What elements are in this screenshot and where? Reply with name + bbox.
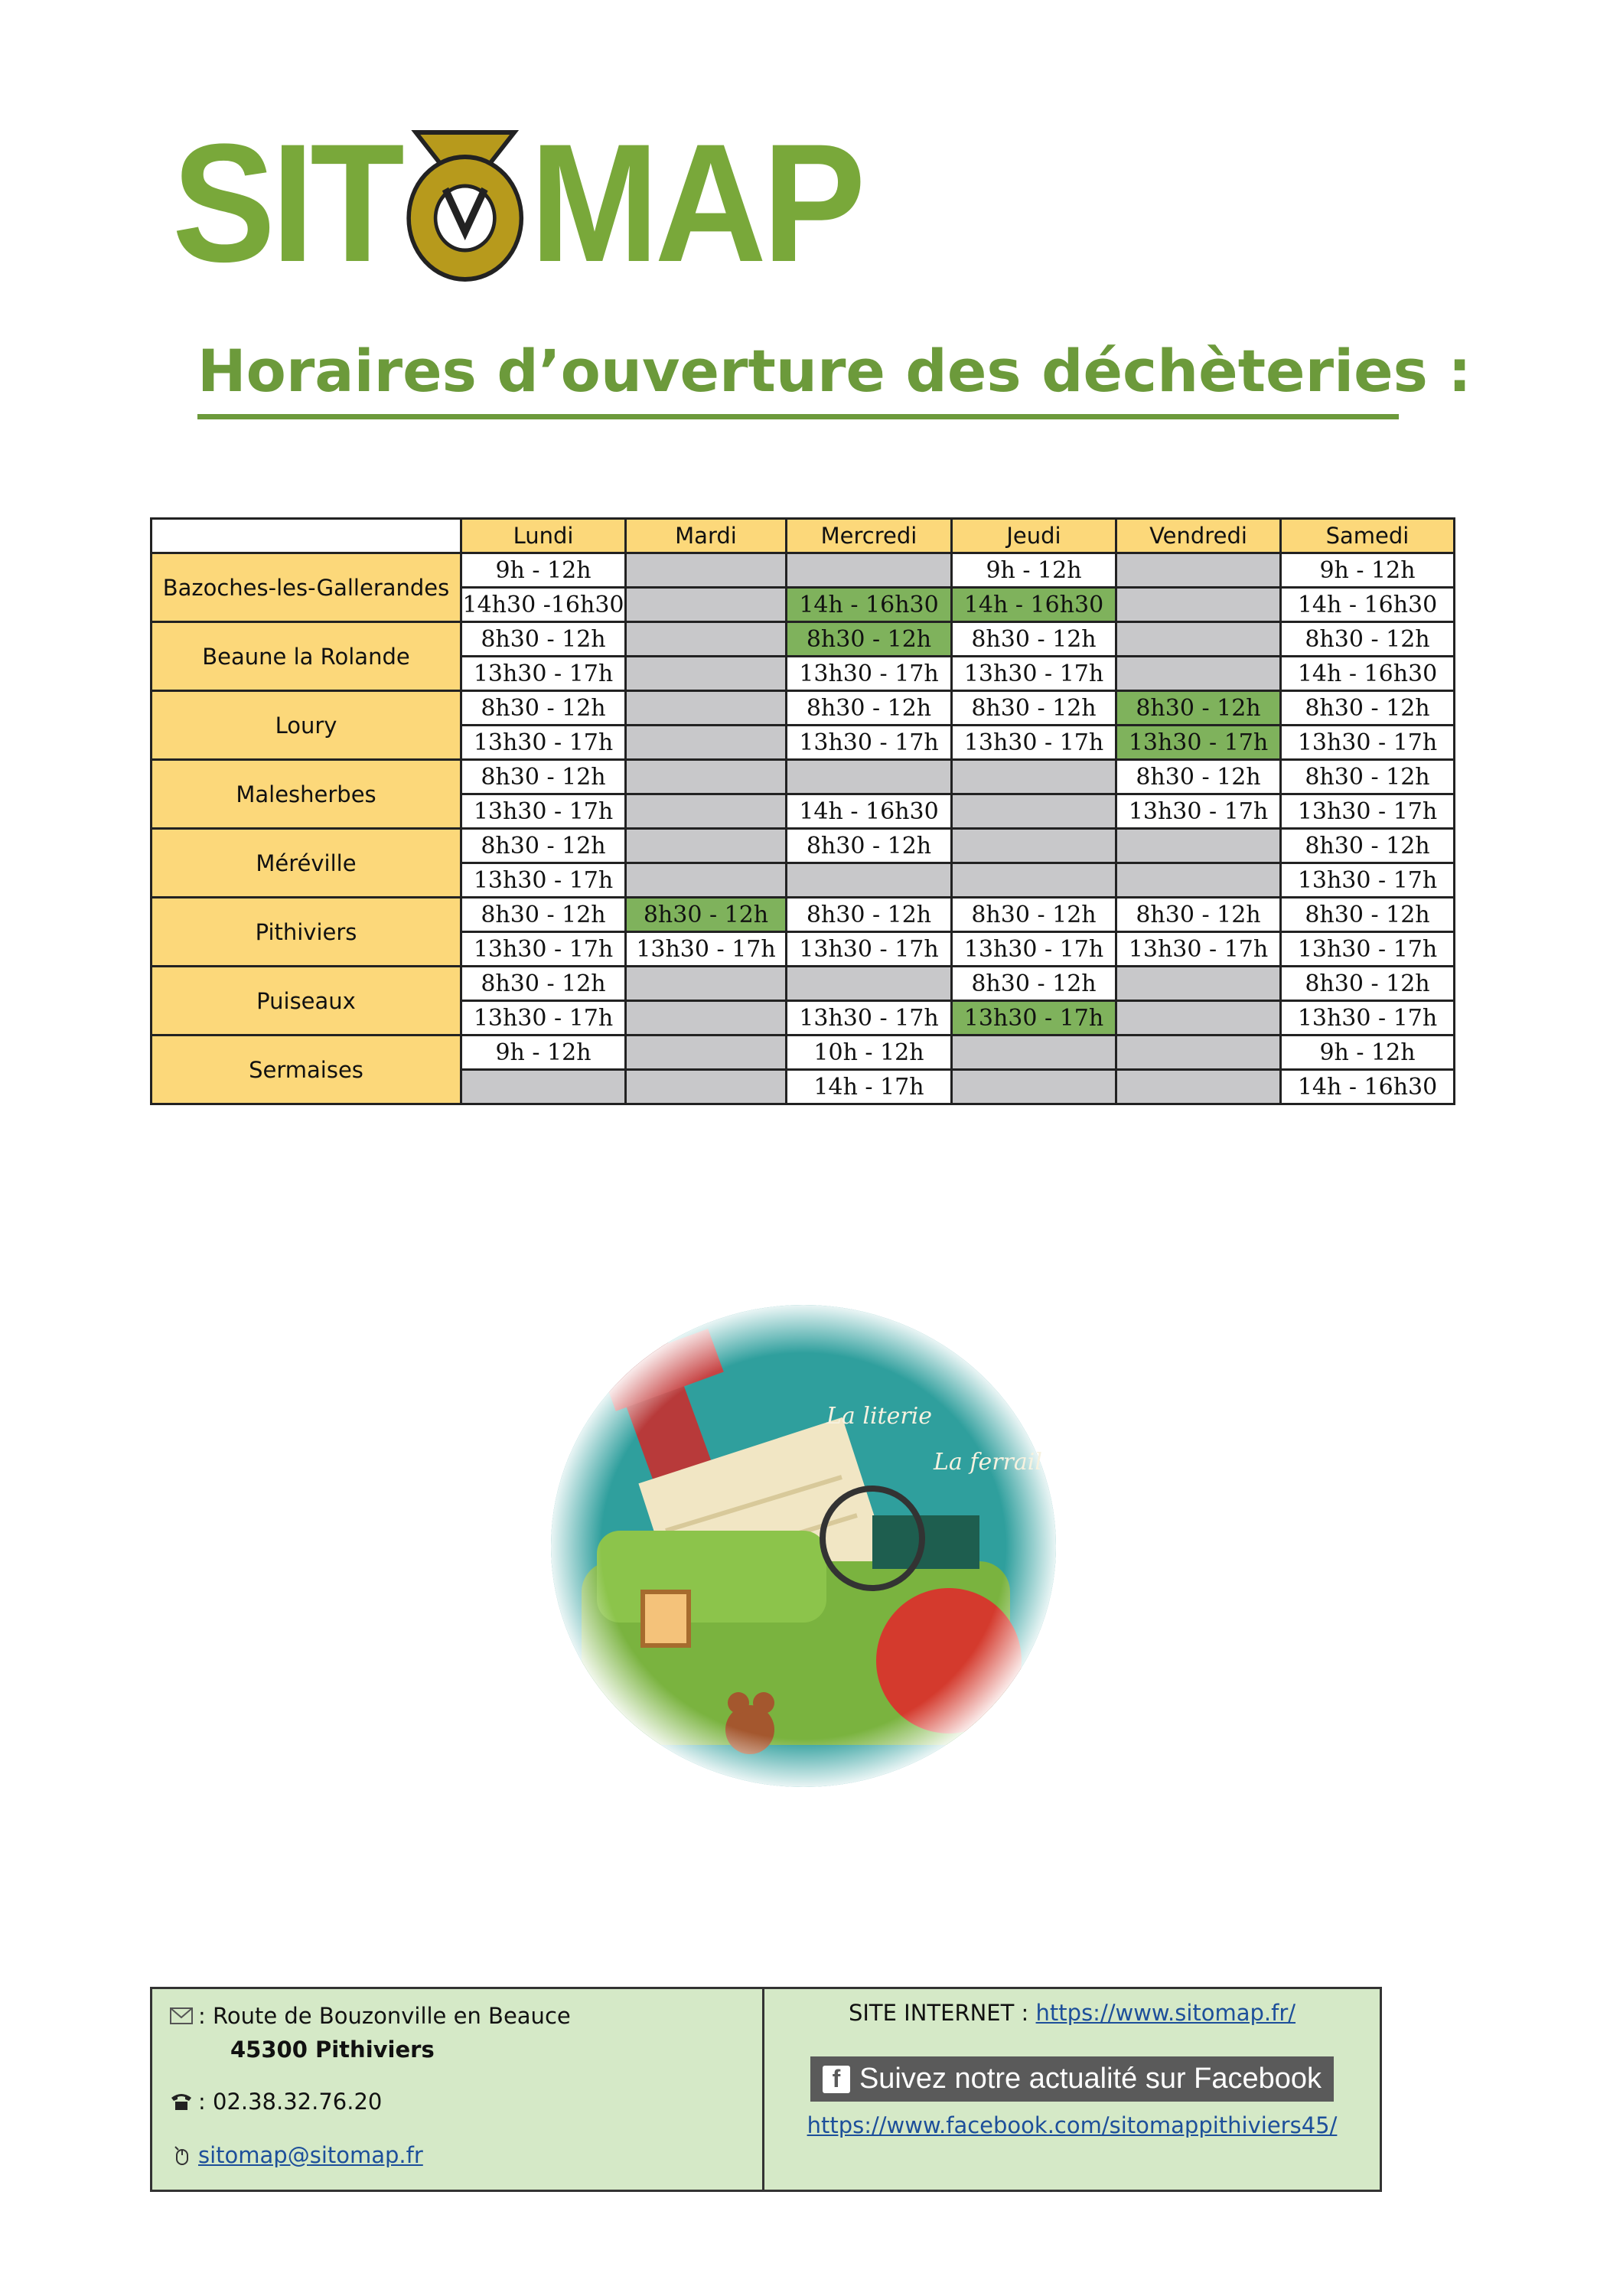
hours-cell: 8h30 - 12h	[461, 967, 626, 1001]
closed-cell	[952, 760, 1116, 794]
hours-cell: 13h30 - 17h	[952, 657, 1116, 691]
closed-cell	[626, 588, 787, 622]
closed-cell	[626, 726, 787, 760]
site-label: SITE INTERNET :	[848, 2000, 1036, 2026]
hours-cell: 13h30 - 17h	[952, 726, 1116, 760]
closed-cell	[952, 1070, 1116, 1104]
closed-cell	[1116, 622, 1281, 657]
table-row	[152, 829, 1455, 863]
header-day: Jeudi	[952, 519, 1116, 553]
hours-cell: 14h - 16h30	[787, 794, 952, 829]
header-day: Lundi	[461, 519, 626, 553]
closed-cell	[626, 863, 787, 898]
closed-cell	[626, 1035, 787, 1070]
logo-text-right: MAP	[530, 109, 862, 297]
table-row	[152, 760, 1455, 794]
hours-cell: 13h30 - 17h	[1281, 794, 1455, 829]
closed-cell	[626, 794, 787, 829]
facebook-icon: f	[823, 2066, 850, 2093]
hours-cell: 13h30 - 17h	[787, 657, 952, 691]
table-row	[152, 622, 1455, 657]
closed-cell	[952, 829, 1116, 863]
hours-cell: 13h30 - 17h	[787, 726, 952, 760]
hours-cell: 9h - 12h	[1281, 1035, 1455, 1070]
closed-cell	[787, 760, 952, 794]
closed-cell	[787, 553, 952, 588]
closed-cell	[1116, 553, 1281, 588]
closed-cell	[626, 657, 787, 691]
closed-cell	[626, 1070, 787, 1104]
web-info	[764, 1989, 1380, 2190]
logo-text-left: SIT	[172, 109, 401, 297]
closed-cell	[952, 794, 1116, 829]
header-corner	[152, 519, 461, 553]
hours-cell: 8h30 - 12h	[1281, 898, 1455, 932]
site-name-cell: Malesherbes	[152, 760, 461, 829]
hours-cell: 9h - 12h	[461, 1035, 626, 1070]
hours-cell: 13h30 - 17h	[1281, 863, 1455, 898]
hours-cell: 8h30 - 12h	[787, 691, 952, 726]
hours-cell: 14h - 16h30	[1281, 1070, 1455, 1104]
hours-cell: 9h - 12h	[1281, 553, 1455, 588]
table-row	[152, 691, 1455, 726]
mouse-pointer-icon	[169, 2145, 194, 2165]
sitomap-logo	[172, 109, 862, 297]
header-day: Samedi	[1281, 519, 1455, 553]
illustration-label-ferraille: La ferrail	[934, 1449, 1042, 1476]
schedule-table	[150, 517, 1455, 1105]
hours-cell: 8h30 - 12h	[952, 622, 1116, 657]
closed-cell	[952, 863, 1116, 898]
hours-cell: 8h30 - 12h	[787, 898, 952, 932]
site-name-cell: Sermaises	[152, 1035, 461, 1104]
closed-cell	[461, 1070, 626, 1104]
hours-cell: 8h30 - 12h	[461, 829, 626, 863]
hours-cell: 13h30 - 17h	[1116, 726, 1281, 760]
hours-cell: 9h - 12h	[461, 553, 626, 588]
hours-cell: 8h30 - 12h	[787, 622, 952, 657]
header-day: Vendredi	[1116, 519, 1281, 553]
closed-cell	[1116, 863, 1281, 898]
facebook-button[interactable]	[810, 2056, 1334, 2102]
hours-cell: 14h - 16h30	[1281, 657, 1455, 691]
table-row	[152, 898, 1455, 932]
contact-footer	[150, 1987, 1382, 2192]
closed-cell	[1116, 1070, 1281, 1104]
hours-cell: 13h30 - 17h	[1116, 932, 1281, 967]
hours-cell: 13h30 - 17h	[461, 726, 626, 760]
website-link[interactable]: https://www.sitomap.fr/	[1035, 2000, 1296, 2026]
phone-number: : 02.38.32.76.20	[198, 2089, 383, 2115]
hours-cell: 13h30 - 17h	[461, 932, 626, 967]
closed-cell	[1116, 657, 1281, 691]
hours-cell: 10h - 12h	[787, 1035, 952, 1070]
header-day: Mardi	[626, 519, 787, 553]
site-name-cell: Pithiviers	[152, 898, 461, 967]
hours-cell: 8h30 - 12h	[1281, 691, 1455, 726]
hours-cell: 13h30 - 17h	[461, 1001, 626, 1035]
hours-cell: 8h30 - 12h	[461, 760, 626, 794]
facebook-button-label: Suivez notre actualité sur Facebook	[859, 2063, 1322, 2095]
hours-cell: 8h30 - 12h	[461, 898, 626, 932]
site-name-cell: Beaune la Rolande	[152, 622, 461, 691]
illustration-label-literie: La literie	[826, 1403, 933, 1430]
hours-cell: 13h30 - 17h	[952, 932, 1116, 967]
hours-cell: 8h30 - 12h	[952, 691, 1116, 726]
hours-cell: 8h30 - 12h	[952, 898, 1116, 932]
site-name-cell: Loury	[152, 691, 461, 760]
header-day: Mercredi	[787, 519, 952, 553]
closed-cell	[626, 967, 787, 1001]
hours-cell: 8h30 - 12h	[787, 829, 952, 863]
hours-cell: 13h30 - 17h	[1281, 1001, 1455, 1035]
hours-cell: 13h30 - 17h	[787, 1001, 952, 1035]
closed-cell	[1116, 588, 1281, 622]
table-row	[152, 1035, 1455, 1070]
page-title: Horaires d’ouverture des déchèteries :	[197, 337, 1471, 405]
hours-cell: 8h30 - 12h	[461, 691, 626, 726]
site-name-cell: Bazoches-les-Gallerandes	[152, 553, 461, 622]
hours-cell: 13h30 - 17h	[1281, 726, 1455, 760]
closed-cell	[787, 967, 952, 1001]
hours-cell: 14h - 17h	[787, 1070, 952, 1104]
table-header-row	[152, 519, 1455, 553]
hours-cell: 14h - 16h30	[787, 588, 952, 622]
hours-cell: 14h - 16h30	[1281, 588, 1455, 622]
hours-cell: 14h - 16h30	[952, 588, 1116, 622]
title-underline	[197, 414, 1399, 419]
address-city: 45300 Pithiviers	[230, 2037, 435, 2063]
hours-cell: 13h30 - 17h	[1281, 932, 1455, 967]
closed-cell	[626, 1001, 787, 1035]
hours-cell: 13h30 - 17h	[952, 1001, 1116, 1035]
table-row	[152, 553, 1455, 588]
hours-cell: 14h30 -16h30	[461, 588, 626, 622]
envelope-icon	[169, 2006, 194, 2026]
closed-cell	[787, 863, 952, 898]
closed-cell	[626, 691, 787, 726]
closed-cell	[626, 760, 787, 794]
hours-cell: 8h30 - 12h	[461, 622, 626, 657]
email-link[interactable]: sitomap@sitomap.fr	[198, 2142, 423, 2168]
hours-cell: 8h30 - 12h	[1281, 622, 1455, 657]
contact-info	[152, 1989, 764, 2190]
hours-cell: 8h30 - 12h	[626, 898, 787, 932]
closed-cell	[1116, 1035, 1281, 1070]
table-row	[152, 967, 1455, 1001]
closed-cell	[1116, 1001, 1281, 1035]
closed-cell	[1116, 967, 1281, 1001]
hours-cell: 8h30 - 12h	[1116, 760, 1281, 794]
phone-icon	[169, 2092, 194, 2112]
closed-cell	[1116, 829, 1281, 863]
hours-cell: 13h30 - 17h	[1116, 794, 1281, 829]
address-line: : Route de Bouzonville en Beauce	[198, 2003, 571, 2029]
closed-cell	[626, 553, 787, 588]
hours-cell: 8h30 - 12h	[1281, 829, 1455, 863]
hours-cell: 9h - 12h	[952, 553, 1116, 588]
hours-cell: 13h30 - 17h	[461, 657, 626, 691]
closed-cell	[952, 1035, 1116, 1070]
logo-ring-icon	[395, 119, 536, 287]
hours-cell: 13h30 - 17h	[461, 863, 626, 898]
hours-cell: 8h30 - 12h	[1116, 898, 1281, 932]
hours-cell: 13h30 - 17h	[461, 794, 626, 829]
schedule-body	[152, 553, 1455, 1104]
hours-cell: 8h30 - 12h	[1116, 691, 1281, 726]
recycling-illustration	[551, 1301, 1056, 1791]
facebook-link[interactable]: https://www.facebook.com/sitomappithiviers45/	[807, 2112, 1338, 2138]
hours-cell: 8h30 - 12h	[952, 967, 1116, 1001]
hours-cell: 8h30 - 12h	[1281, 760, 1455, 794]
hours-cell: 8h30 - 12h	[1281, 967, 1455, 1001]
closed-cell	[626, 829, 787, 863]
closed-cell	[626, 622, 787, 657]
hours-cell: 13h30 - 17h	[626, 932, 787, 967]
site-name-cell: Méréville	[152, 829, 461, 898]
site-name-cell: Puiseaux	[152, 967, 461, 1035]
hours-cell: 13h30 - 17h	[787, 932, 952, 967]
